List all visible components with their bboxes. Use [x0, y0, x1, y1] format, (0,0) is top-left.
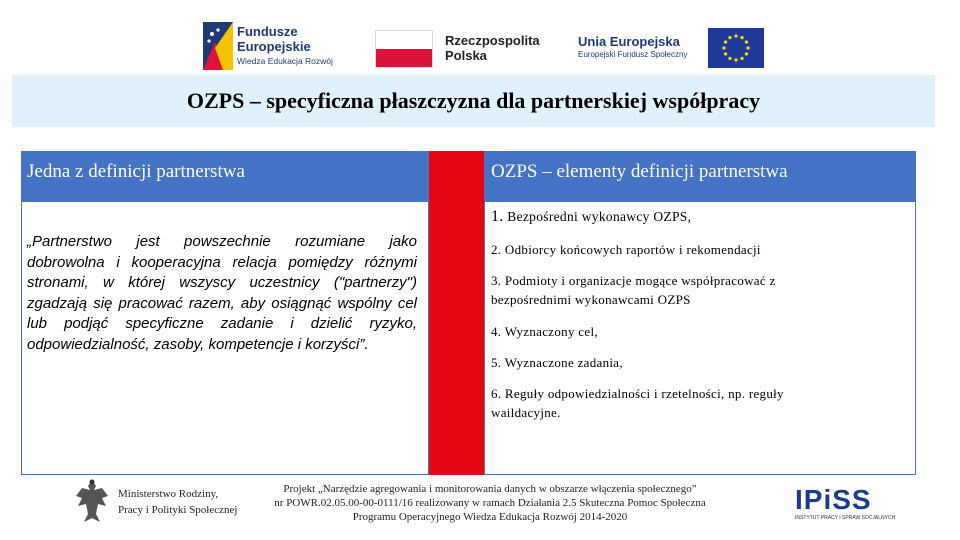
fundusze-europejskie-mark-icon [203, 22, 233, 70]
list-item-text: Odbiorcy końcowych raportów i rekomendacji [504, 242, 761, 257]
list-item-text: Bezpośredni wykonawcy OZPS, [507, 209, 692, 224]
ministry-line-2: Pracy i Polityki Społecznej [118, 504, 238, 516]
list-item-number: 4. [491, 324, 502, 339]
fundusze-europejskie-logo [203, 20, 353, 76]
fundusze-line-2: Europejskie [237, 39, 311, 54]
list-item-number: 5. [491, 355, 502, 370]
page-title: OZPS – specyficzna płaszczyzna dla partnerskiej współpracy [186, 88, 761, 113]
ministry-line-1: Ministerstwo Rodziny, [118, 488, 219, 500]
left-column [21, 151, 429, 475]
unia-europejska-logo [578, 28, 768, 70]
list-item-text: Reguły odpowiedzialności i rzetelności, np. reguły waildacyjne. [491, 386, 784, 420]
eu-line-1: Unia Europejska [578, 34, 680, 49]
list-item [491, 384, 851, 422]
ipiss-wordmark: IPiSS [795, 484, 872, 515]
list-item [491, 322, 901, 341]
red-separator [429, 151, 484, 475]
rzeczpospolita-polska-logo [375, 28, 545, 68]
list-item-text: Podmioty i organizacje mogące współpracować z bezpośrednimi wykonawcami OZPS [491, 273, 776, 307]
polska-line-2: Polska [445, 48, 487, 63]
definition-table [21, 151, 916, 475]
list-item [491, 353, 901, 372]
list-item-text: Wyznaczony cel, [504, 324, 598, 339]
project-line-3: Programu Operacyjnego Wiedza Edukacja Rozwój 2014-2020 [352, 511, 628, 523]
eu-line-2: Europejski Fundusz Społeczny [578, 50, 688, 59]
polish-flag-icon [375, 30, 433, 68]
list-item-number: 6. [491, 386, 502, 401]
list-item [491, 240, 901, 259]
list-item-number: 3. [491, 273, 502, 288]
list-item [491, 271, 821, 309]
list-item-text: Wyznaczone zadania, [504, 355, 623, 370]
ministry-name [118, 486, 237, 518]
left-column-header: Jedna z definicji partnerstwa [22, 152, 428, 202]
polish-eagle-icon [72, 476, 112, 526]
project-line-2: nr POWR.02.05.00-00-0111/16 realizowany w ramach Działania 2.5 Skuteczna Pomoc Społeczna [274, 497, 706, 509]
ipiss-subtitle: INSTYTUT PRACY I SPRAW SOCJALNYCH [795, 515, 896, 521]
fundusze-line-1: Fundusze [237, 24, 298, 39]
list-item-number: 2. [491, 242, 502, 257]
right-column [484, 151, 916, 475]
eu-flag-icon [708, 28, 764, 68]
logo-bar [0, 0, 960, 72]
polska-line-1: Rzeczpospolita [445, 33, 540, 48]
ipiss-logo [795, 486, 900, 526]
project-line-1: Projekt „Narzędzie agregowania i monitorowania danych w obszarze włączenia społecznego” [283, 483, 697, 495]
list-item [491, 207, 901, 226]
title-banner [12, 75, 935, 127]
list-item-number: 1. [491, 208, 504, 225]
right-column-header: OZPS – elementy definicji partnerstwa [485, 152, 915, 202]
partnership-quote: „Partnerstwo jest powszechnie rozumiane jako dobrowolna i kooperacyjna relacja pomiędzy różnymi stronami, w której wszyscy uczestnicy ("partnerzy") zgadzają się pracować razem, aby osiągnąć wspólny cel lub podjąć specyficzne zadanie i dzielić ryzyko, odpowiedzialność, zasoby, kompetencje i korzyści”. [27, 233, 417, 353]
fundusze-line-3: Wiedza Edukacja Rozwój [237, 56, 333, 66]
project-info [240, 482, 740, 524]
footer [0, 476, 960, 540]
